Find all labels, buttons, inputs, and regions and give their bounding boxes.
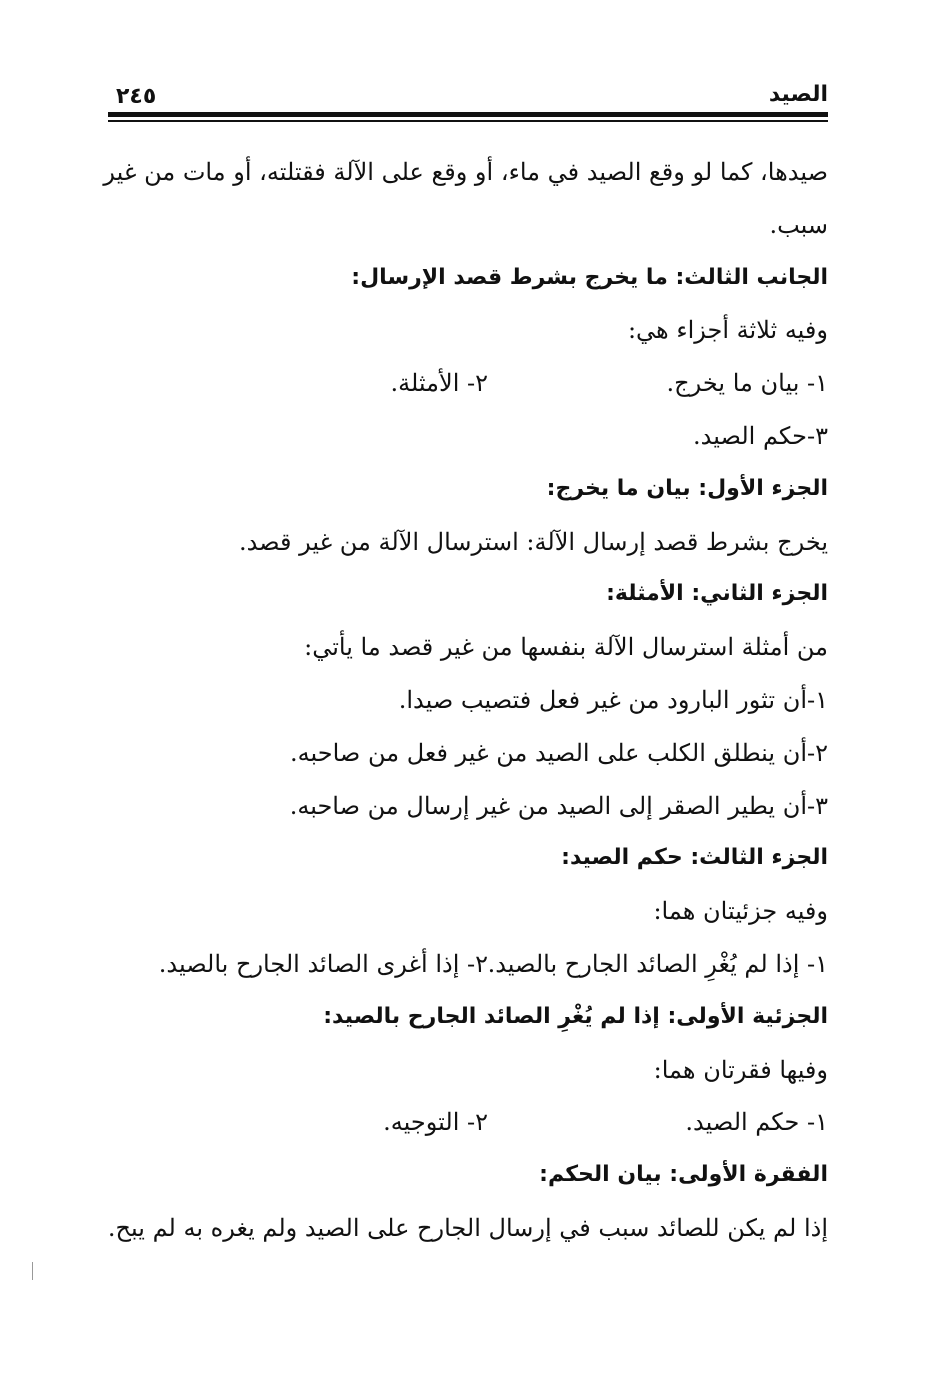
header-rule-thick <box>108 112 828 117</box>
subsection-heading: الجزئية الأولى: إذا لم يُغْرِ الصائد الجارح بالصيد: <box>323 1003 828 1029</box>
page-header <box>108 78 828 112</box>
section-heading: الجانب الثالث: ما يخرج بشرط قصد الإرسال: <box>351 264 828 290</box>
list-row <box>108 938 828 991</box>
subsection-heading: الجزء الأول: بيان ما يخرج: <box>546 475 828 501</box>
list-item: ٢-أن ينطلق الكلب على الصيد من غير فعل من صاحبه. <box>290 738 828 767</box>
paragraph-line: صيدها، كما لو وقع الصيد في ماء، أو وقع على الآلة فقتلته، أو مات من غير <box>103 158 828 186</box>
list-item: ٢- إذا أغرى الصائد الجارح بالصيد. <box>158 949 488 978</box>
header-rule-thin <box>108 120 828 122</box>
list-item: ٣-أن يطير الصقر إلى الصيد من غير إرسال من صاحبه. <box>289 791 828 820</box>
paragraph-line: وفيها فقرتان هما: <box>653 1055 828 1084</box>
list-item: ١- إذا لم يُغْرِ الصائد الجارح بالصيد. <box>487 949 828 978</box>
page-number: ٢٤٥ <box>116 84 157 109</box>
paragraph-line: يخرج بشرط قصد إرسال الآلة: استرسال الآلة من غير قصد. <box>238 527 828 556</box>
list-item: ١-أن تثور البارود من غير فعل فتصيب صيدا. <box>398 685 828 714</box>
list-item: ٢- الأمثلة. <box>390 369 488 398</box>
paragraph-line: وفيه ثلاثة أجزاء هي: <box>627 316 828 345</box>
list-row <box>108 357 828 410</box>
list-item: ٢- التوجيه. <box>383 1108 488 1137</box>
page-body <box>103 146 828 1255</box>
subsection-heading: الجزء الثالث: حكم الصيد: <box>561 845 828 871</box>
paragraph-line: وفيه جزئيتان هما: <box>653 897 828 926</box>
list-item: ٣-حكم الصيد. <box>693 421 828 450</box>
list-item: ١- حكم الصيد. <box>685 1108 828 1137</box>
paragraph-line: سبب. <box>769 210 828 239</box>
list-row <box>108 1096 828 1149</box>
paragraph-line: إذا لم يكن للصائد سبب في إرسال الجارح على الصيد ولم يغره به لم يبح. <box>107 1213 828 1242</box>
list-item: ١- بيان ما يخرج. <box>666 369 828 398</box>
subsection-heading: الجزء الثاني: الأمثلة: <box>606 581 828 607</box>
paragraph-line: من أمثلة استرسال الآلة بنفسها من غير قصد ما يأتي: <box>304 633 828 662</box>
subsection-heading: الفقرة الأولى: بيان الحكم: <box>539 1162 828 1188</box>
scan-mark <box>32 1262 33 1280</box>
running-title: الصيد <box>768 82 828 107</box>
